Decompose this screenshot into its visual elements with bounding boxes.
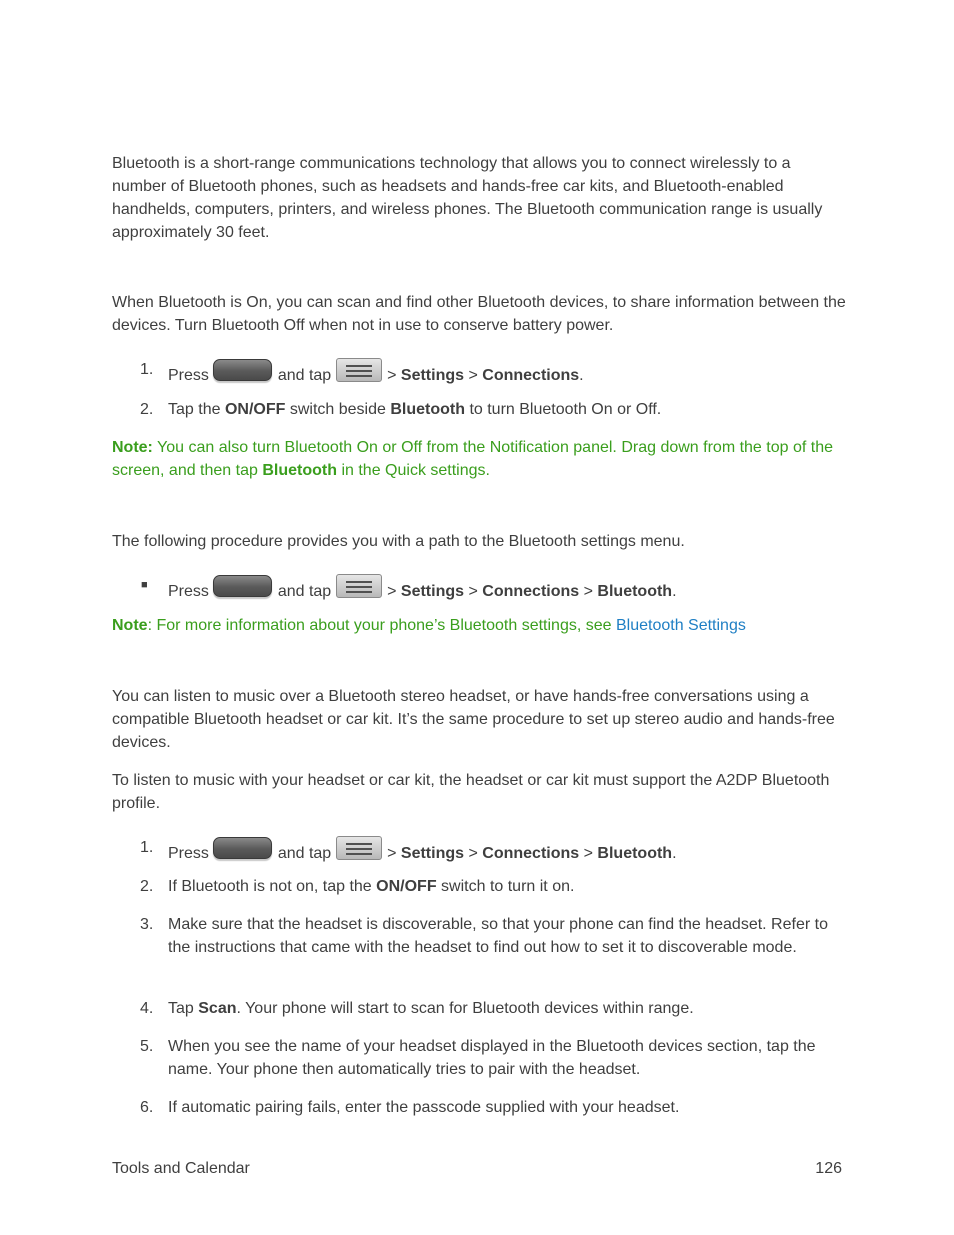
step-text: Make sure that the headset is discoverable, so that your phone can find the headset. Refer to the instructions that came with the headset to find out how to set it to discoverable mode. xyxy=(168,916,828,956)
turn-on-intro-paragraph: When Bluetooth is On, you can scan and find other Bluetooth devices, to share information between the devices. Turn Bluetooth Off when not in use to conserve battery power. xyxy=(112,294,846,334)
step-text: Tap the ON/OFF switch beside Bluetooth to turn Bluetooth On or Off. xyxy=(168,401,662,418)
menu-key-icon xyxy=(336,836,382,860)
footer-section-title: Tools and Calendar xyxy=(112,1160,250,1177)
settings-menu-intro-paragraph: The following procedure provides you with a path to the Bluetooth settings menu. xyxy=(112,533,685,550)
step-number: 4. xyxy=(140,1000,154,1017)
step-text: When you see the name of your headset displayed in the Bluetooth devices section, tap the name. Your phone then automatically tries to pair with the headset. xyxy=(168,1038,816,1078)
settings-label: Settings xyxy=(400,367,465,384)
step-text: Press and tap > Settings > Connections. xyxy=(168,358,847,387)
bluetooth-intro-paragraph: Bluetooth is a short-range communications technology that allows you to connect wirelessly to a number of Bluetooth phones, such as headsets and hands-free car kits, and Bluetooth-enabled handhelds, computers, printers, and wireless phones. The Bluetooth communication range is usually approximately 30 feet. xyxy=(112,155,823,241)
menu-key-icon xyxy=(336,574,382,598)
home-key-icon xyxy=(213,837,272,859)
headset-intro-paragraph: You can listen to music over a Bluetooth stereo headset, or have hands-free conversations using a compatible Bluetooth headset or car kit. It’s the same procedure to set up stereo audio and hands-free devices. xyxy=(112,688,835,751)
home-key-icon xyxy=(213,575,272,597)
a2dp-paragraph: To listen to music with your headset or car kit, the headset or car kit must support the A2DP Bluetooth profile. xyxy=(112,772,830,812)
page-number: 126 xyxy=(815,1160,842,1177)
step-number: 1. xyxy=(140,361,154,378)
connections-label: Connections xyxy=(482,367,580,384)
step-text: If Bluetooth is not on, tap the ON/OFF switch to turn it on. xyxy=(168,878,575,895)
step-number: 2. xyxy=(140,401,154,418)
step-number: 2. xyxy=(140,878,154,895)
step-text: Tap Scan. Your phone will start to scan for Bluetooth devices within range. xyxy=(168,1000,694,1017)
step-number: 1. xyxy=(140,839,154,856)
step-text: If automatic pairing fails, enter the passcode supplied with your headset. xyxy=(168,1099,680,1116)
settings-note: Note: For more information about your phone’s Bluetooth settings, see Bluetooth Settings xyxy=(112,617,746,634)
step-number: 6. xyxy=(140,1099,154,1116)
bullet-mark: ■ xyxy=(141,579,148,591)
home-key-icon xyxy=(213,359,272,381)
notification-panel-note: Note: You can also turn Bluetooth On or Off from the Notification panel. Drag down from the top of the screen, and then tap Bluetooth in the Quick settings. xyxy=(112,439,833,479)
step-number: 5. xyxy=(140,1038,154,1055)
step-number: 3. xyxy=(140,916,154,933)
bluetooth-settings-link[interactable]: Bluetooth Settings xyxy=(615,617,746,634)
step-text: Press and tap > Settings > Connections > Bluetooth. xyxy=(168,836,847,865)
bullet-text: Press and tap > Settings > Connections > Bluetooth. xyxy=(168,574,847,603)
menu-key-icon xyxy=(336,358,382,382)
